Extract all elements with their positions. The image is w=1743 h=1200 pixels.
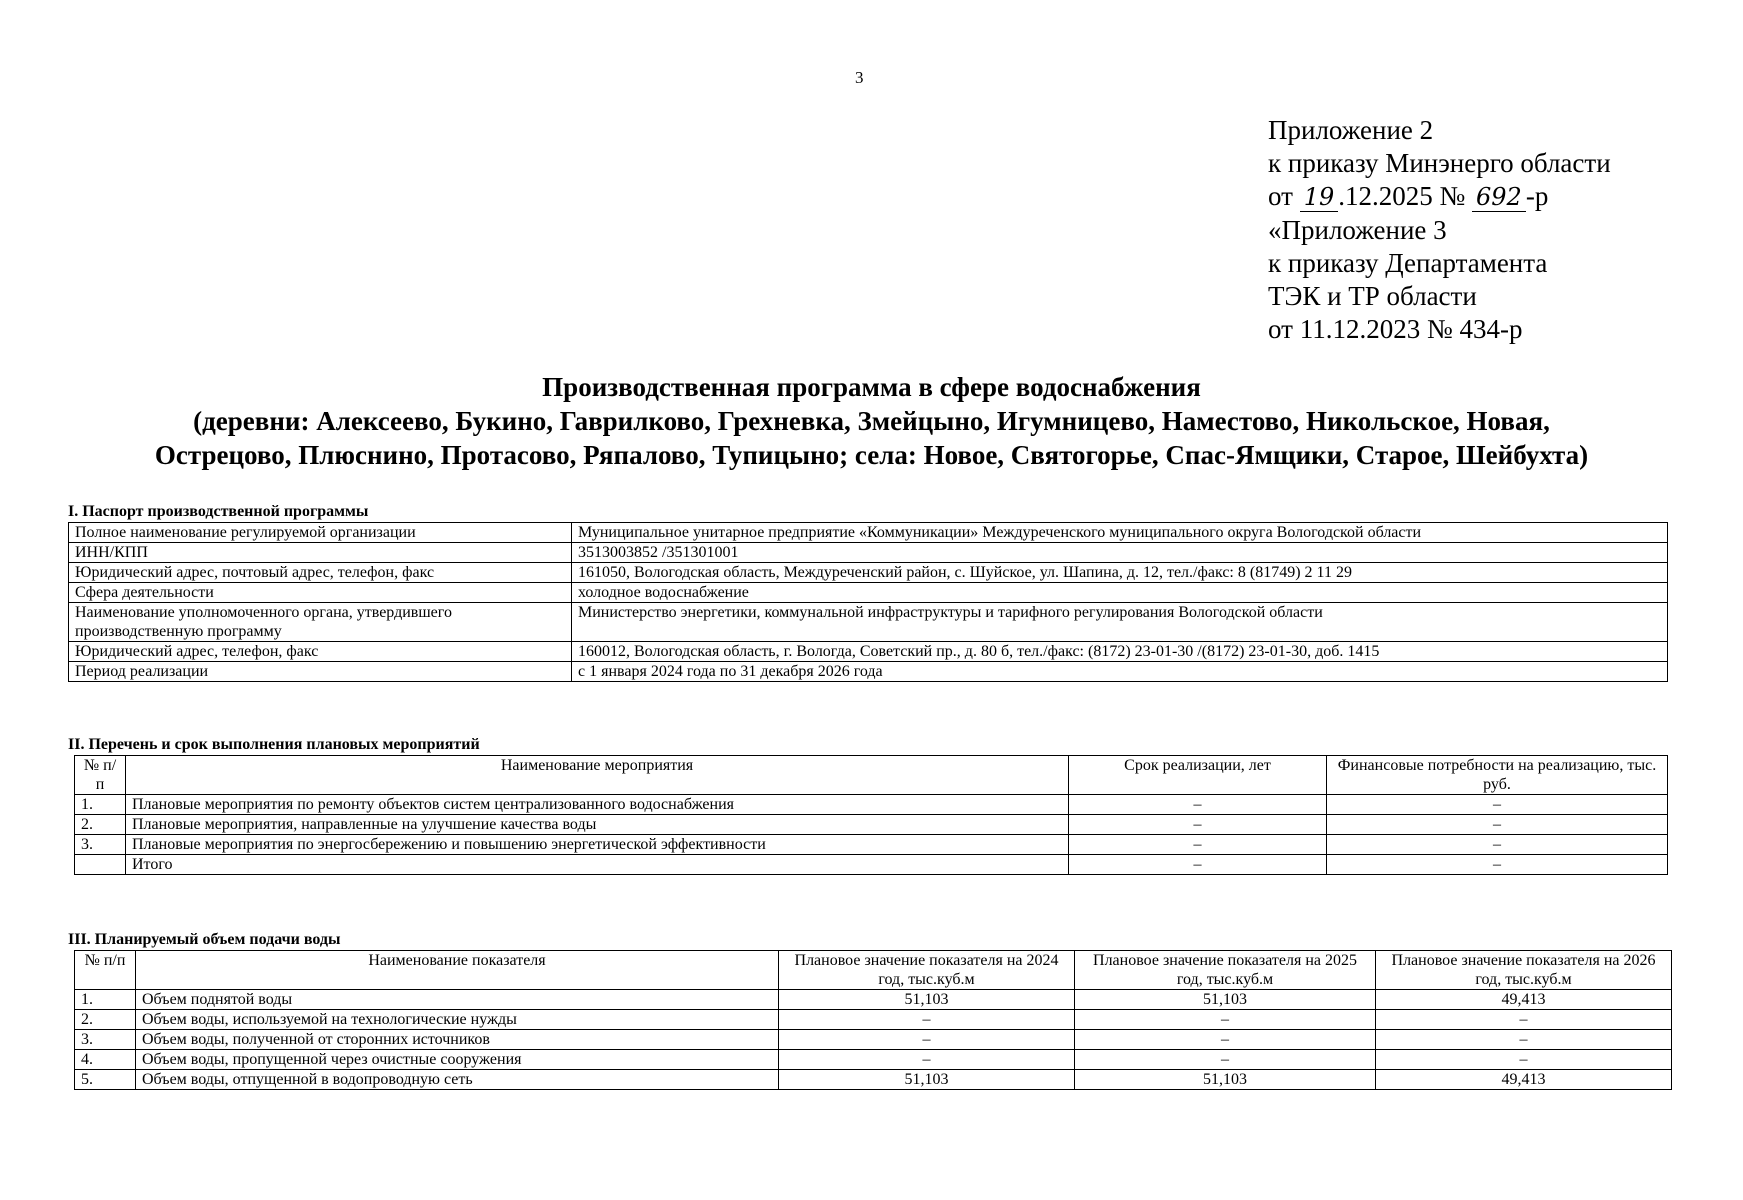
row-number: 4.	[75, 1050, 136, 1070]
header-duration: Срок реализации, лет	[1069, 756, 1327, 795]
appendix-line-2: к приказу Минэнерго области	[1268, 148, 1611, 178]
duration-value: –	[1069, 815, 1327, 835]
indicator-name: Объем воды, используемой на технологические нужды	[136, 1010, 779, 1030]
indicator-name: Объем поднятой воды	[136, 990, 779, 1010]
plan-2025-value: 51,103	[1075, 990, 1376, 1010]
row-number: 2.	[75, 815, 126, 835]
duration-value: –	[1069, 835, 1327, 855]
plan-2024-value: 51,103	[779, 1070, 1075, 1090]
financing-value: –	[1327, 835, 1668, 855]
appendix-line-1: Приложение 2	[1268, 115, 1434, 145]
appendix-block	[1268, 114, 1611, 346]
page-number: 3	[855, 68, 864, 87]
passport-label: Сфера деятельности	[69, 583, 572, 603]
header-number: № п/п	[75, 951, 136, 990]
appendix-line-4: «Приложение 3	[1268, 215, 1447, 245]
plan-2026-value: –	[1376, 1050, 1672, 1070]
passport-value: Муниципальное унитарное предприятие «Коммуникации» Междуреченского муниципального округа Вологодской области	[572, 523, 1668, 543]
passport-value: Министерство энергетики, коммунальной инфраструктуры и тарифного регулирования Вологодской области	[572, 603, 1668, 642]
header-financing: Финансовые потребности на реализацию, тыс. руб.	[1327, 756, 1668, 795]
passport-value: 160012, Вологодская область, г. Вологда, Советский пр., д. 80 б, тел./факс: (8172) 23-01-30 /(8172) 23-01-30, доб. 1415	[572, 642, 1668, 662]
plan-2026-value: 49,413	[1376, 990, 1672, 1010]
header-measure-name: Наименование мероприятия	[126, 756, 1069, 795]
table-row	[75, 1070, 1672, 1090]
table-row	[69, 543, 1668, 563]
row-number	[75, 855, 126, 875]
appendix-line-7: от 11.12.2023 № 434-р	[1268, 314, 1523, 344]
appendix-date-suffix: -р	[1525, 181, 1549, 211]
table-row	[75, 855, 1668, 875]
section-3-title: III. Планируемый объем подачи воды	[68, 931, 341, 948]
table-row	[75, 815, 1668, 835]
indicator-name: Объем воды, пропущенной через очистные сооружения	[136, 1050, 779, 1070]
plan-2024-value: 51,103	[779, 990, 1075, 1010]
plan-2026-value: –	[1376, 1030, 1672, 1050]
document-title	[40, 370, 1703, 472]
duration-value: –	[1069, 855, 1327, 875]
measure-name: Плановые мероприятия, направленные на улучшение качества воды	[126, 815, 1069, 835]
table-row	[75, 990, 1672, 1010]
row-number: 1.	[75, 990, 136, 1010]
table-row	[69, 563, 1668, 583]
appendix-line-3	[1268, 180, 1611, 214]
table-header-row	[75, 951, 1672, 990]
passport-label: Наименование уполномоченного органа, утвердившего производственную программу	[69, 603, 572, 642]
title-line-2: (деревни: Алексеево, Букино, Гаврилково, Грехневка, Змейцыно, Игумницево, Наместово, Никольское, Новая,	[193, 406, 1550, 436]
passport-table	[68, 522, 1668, 682]
title-line-1: Производственная программа в сфере водоснабжения	[542, 372, 1201, 402]
row-number: 5.	[75, 1070, 136, 1090]
passport-value: 3513003852 /351301001	[572, 543, 1668, 563]
row-number: 3.	[75, 1030, 136, 1050]
plan-2026-value: –	[1376, 1010, 1672, 1030]
plan-2024-value: –	[779, 1030, 1075, 1050]
header-indicator-name: Наименование показателя	[136, 951, 779, 990]
passport-value: с 1 января 2024 года по 31 декабря 2026 года	[572, 662, 1668, 682]
plan-2025-value: –	[1075, 1030, 1376, 1050]
title-line-3: Острецово, Плюснино, Протасово, Ряпалово, Тупицыно; села: Новое, Святогорье, Спас-Ямщики, Старое, Шейбухта)	[154, 440, 1589, 470]
handwritten-order-number: 692	[1472, 183, 1526, 212]
table-row	[69, 583, 1668, 603]
row-number: 3.	[75, 835, 126, 855]
measure-name: Итого	[126, 855, 1069, 875]
section-2-title: II. Перечень и срок выполнения плановых мероприятий	[68, 736, 480, 753]
duration-value: –	[1069, 795, 1327, 815]
header-number: № п/п	[75, 756, 126, 795]
table-row	[69, 662, 1668, 682]
plan-2025-value: –	[1075, 1010, 1376, 1030]
section-1-title: I. Паспорт производственной программы	[68, 503, 369, 520]
passport-label: ИНН/КПП	[69, 543, 572, 563]
appendix-line-5: к приказу Департамента	[1268, 248, 1548, 278]
financing-value: –	[1327, 795, 1668, 815]
plan-2026-value: 49,413	[1376, 1070, 1672, 1090]
indicator-name: Объем воды, отпущенной в водопроводную сеть	[136, 1070, 779, 1090]
financing-value: –	[1327, 815, 1668, 835]
passport-label: Юридический адрес, телефон, факс	[69, 642, 572, 662]
measure-name: Плановые мероприятия по энергосбережению и повышению энергетической эффективности	[126, 835, 1069, 855]
financing-value: –	[1327, 855, 1668, 875]
passport-label: Период реализации	[69, 662, 572, 682]
plan-2025-value: –	[1075, 1050, 1376, 1070]
passport-label: Полное наименование регулируемой организации	[69, 523, 572, 543]
appendix-date-mid: .12.2025 №	[1338, 181, 1466, 211]
appendix-date-prefix: от	[1268, 181, 1293, 211]
header-plan-2025: Плановое значение показателя на 2025 год, тыс.куб.м	[1075, 951, 1376, 990]
indicator-name: Объем воды, полученной от сторонних источников	[136, 1030, 779, 1050]
row-number: 1.	[75, 795, 126, 815]
passport-label: Юридический адрес, почтовый адрес, телефон, факс	[69, 563, 572, 583]
table-row	[75, 795, 1668, 815]
plan-2025-value: 51,103	[1075, 1070, 1376, 1090]
table-header-row	[75, 756, 1668, 795]
header-plan-2026: Плановое значение показателя на 2026 год, тыс.куб.м	[1376, 951, 1672, 990]
table-row	[75, 1050, 1672, 1070]
table-row	[69, 603, 1668, 642]
table-row	[69, 642, 1668, 662]
appendix-line-6: ТЭК и ТР области	[1268, 281, 1477, 311]
table-row	[75, 1030, 1672, 1050]
passport-value: холодное водоснабжение	[572, 583, 1668, 603]
measure-name: Плановые мероприятия по ремонту объектов систем централизованного водоснабжения	[126, 795, 1069, 815]
measures-table	[74, 755, 1668, 875]
plan-2024-value: –	[779, 1050, 1075, 1070]
header-plan-2024: Плановое значение показателя на 2024 год, тыс.куб.м	[779, 951, 1075, 990]
table-row	[75, 835, 1668, 855]
table-row	[75, 1010, 1672, 1030]
handwritten-day: 19	[1300, 183, 1339, 212]
table-row	[69, 523, 1668, 543]
plan-2024-value: –	[779, 1010, 1075, 1030]
row-number: 2.	[75, 1010, 136, 1030]
water-volume-table	[74, 950, 1672, 1090]
passport-value: 161050, Вологодская область, Междуреченский район, с. Шуйское, ул. Шапина, д. 12, тел./факс: 8 (81749) 2 11 29	[572, 563, 1668, 583]
